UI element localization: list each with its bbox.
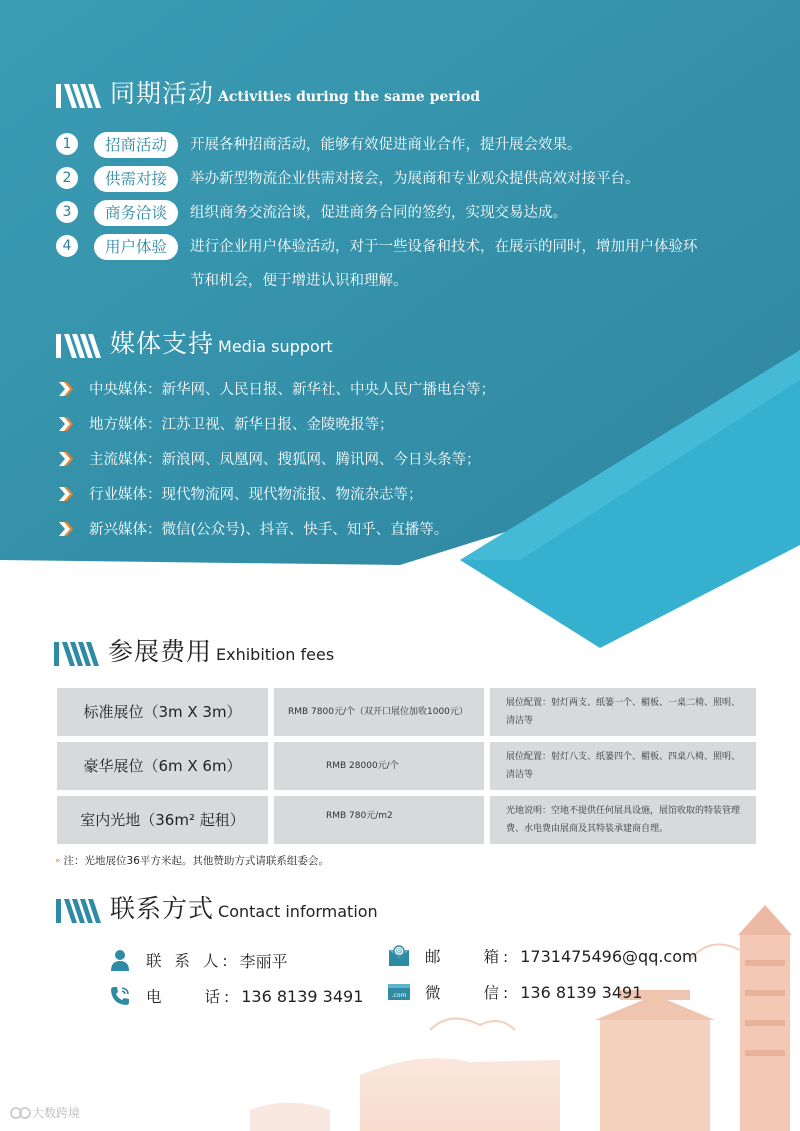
activity-number: 2 bbox=[56, 167, 78, 189]
fee-type-cell: 豪华展位（6m X 6m） bbox=[57, 742, 268, 790]
activity-number: 3 bbox=[56, 201, 78, 223]
fees-section-title bbox=[54, 638, 334, 666]
person-icon bbox=[108, 948, 132, 972]
watermark-text: 大数跨境 bbox=[32, 1106, 81, 1120]
chevron-right-icon bbox=[57, 380, 75, 398]
activity-tag: 商务洽谈 bbox=[94, 200, 178, 226]
contact-person bbox=[108, 948, 288, 972]
contact-phone-value: 136 8139 3491 bbox=[241, 986, 364, 1006]
media-item-text: 中央媒体：新华网、人民日报、新华社、中央人民广播电台等； bbox=[89, 382, 495, 398]
stripes-icon bbox=[56, 334, 102, 358]
media-title-cn: 媒体支持 bbox=[110, 329, 215, 358]
activity-description: 组织商务交流洽谈，促进商务合同的签约，实现交易达成。 bbox=[190, 205, 567, 221]
contact-wechat-label: 微 信: bbox=[425, 984, 513, 1002]
media-item-text: 行业媒体：现代物流网、现代物流报、物流杂志等； bbox=[89, 487, 423, 503]
contact-wechat-value: 136 8139 3491 bbox=[520, 982, 643, 1002]
fee-type-cell: 室内光地（36m² 起租） bbox=[57, 796, 268, 844]
stripes-icon bbox=[56, 899, 102, 923]
fee-config-cell: 展位配置：射灯八支、纸篓四个、楣板、四桌八椅、照明、清洁等 bbox=[490, 742, 756, 790]
media-item bbox=[57, 378, 495, 399]
contact-phone bbox=[108, 984, 363, 1008]
watermark-logo-icon bbox=[10, 1106, 32, 1120]
fee-price-cell: RMB 28000元/个 bbox=[274, 742, 484, 790]
fees-title-cn: 参展费用 bbox=[108, 637, 213, 666]
media-item bbox=[57, 448, 481, 469]
contact-email-value: 1731475496@qq.com bbox=[520, 946, 698, 966]
stripes-icon bbox=[56, 84, 102, 108]
stripes-icon bbox=[54, 642, 100, 666]
fee-config-cell: 展位配置：射灯两支、纸篓一个、楣板、一桌二椅、照明、清洁等 bbox=[490, 688, 756, 736]
contact-wechat bbox=[387, 980, 642, 1004]
fees-note bbox=[55, 853, 329, 868]
media-section-title bbox=[56, 330, 333, 358]
contact-phone-label: 电 话: bbox=[146, 988, 234, 1006]
chevron-right-icon bbox=[57, 520, 75, 538]
city-skyline-illustration bbox=[250, 905, 792, 1131]
media-item bbox=[57, 413, 394, 434]
website-icon bbox=[387, 980, 411, 1004]
double-chevron-icon: » bbox=[55, 855, 61, 866]
activity-description: 开展各种招商活动，能够有效促进商业合作，提升展会效果。 bbox=[190, 137, 582, 153]
activity-item-1 bbox=[56, 132, 710, 162]
fee-type-cell: 标准展位（3m X 3m） bbox=[57, 688, 268, 736]
contact-email-label: 邮 箱: bbox=[425, 948, 513, 966]
contact-email bbox=[387, 944, 698, 968]
fees-note-text: 注：光地展位36平方米起。其他赞助方式请联系组委会。 bbox=[63, 855, 329, 867]
activity-tag: 招商活动 bbox=[94, 132, 178, 158]
activity-tag: 供需对接 bbox=[94, 166, 178, 192]
activity-tag: 用户体验 bbox=[94, 234, 178, 260]
contact-section-title bbox=[56, 895, 378, 923]
media-item bbox=[57, 518, 448, 539]
activities-title-en: Activities during the same period bbox=[218, 89, 481, 105]
activities-section-title bbox=[56, 80, 480, 108]
email-icon bbox=[387, 944, 411, 968]
svg-text:@: @ bbox=[395, 947, 403, 956]
fee-price-cell: RMB 780元/m2 bbox=[274, 796, 484, 844]
fees-title-en: Exhibition fees bbox=[216, 645, 335, 664]
watermark bbox=[10, 1104, 80, 1121]
chevron-right-icon bbox=[57, 415, 75, 433]
media-item-text: 地方媒体：江苏卫视、新华日报、金陵晚报等； bbox=[89, 417, 394, 433]
fee-config-cell: 光地说明：空地不提供任何展具设施，展馆收取的特装管理费、水电费由展商及其特装承建商自理。 bbox=[490, 796, 756, 844]
activity-item-3 bbox=[56, 200, 710, 230]
phone-icon bbox=[108, 984, 132, 1008]
activities-title-cn: 同期活动 bbox=[110, 79, 215, 108]
svg-text:.com: .com bbox=[391, 992, 407, 999]
contact-person-label: 联 系 人: bbox=[146, 952, 232, 970]
activity-description: 举办新型物流企业供需对接会，为展商和专业观众提供高效对接平台。 bbox=[190, 171, 640, 187]
activity-item-2 bbox=[56, 166, 710, 196]
activity-item-4 bbox=[56, 234, 710, 298]
chevron-right-icon bbox=[57, 485, 75, 503]
activity-description: 进行企业用户体验活动，对于一些设备和技术，在展示的同时，增加用户体验环节和机会，便于增进认识和理解。 bbox=[190, 239, 698, 289]
contact-title-en: Contact information bbox=[218, 902, 378, 921]
contact-person-value: 李丽平 bbox=[239, 951, 288, 971]
media-item-text: 主流媒体：新浪网、凤凰网、搜狐网、腾讯网、今日头条等； bbox=[89, 452, 481, 468]
contact-title-cn: 联系方式 bbox=[110, 894, 215, 923]
chevron-right-icon bbox=[57, 450, 75, 468]
fee-price-cell: RMB 7800元/个（双开口展位加收1000元） bbox=[274, 688, 484, 736]
activity-number: 4 bbox=[56, 235, 78, 257]
media-item bbox=[57, 483, 423, 504]
media-title-en: Media support bbox=[218, 337, 333, 356]
activity-number: 1 bbox=[56, 133, 78, 155]
media-item-text: 新兴媒体：微信(公众号)、抖音、快手、知乎、直播等。 bbox=[89, 522, 449, 538]
